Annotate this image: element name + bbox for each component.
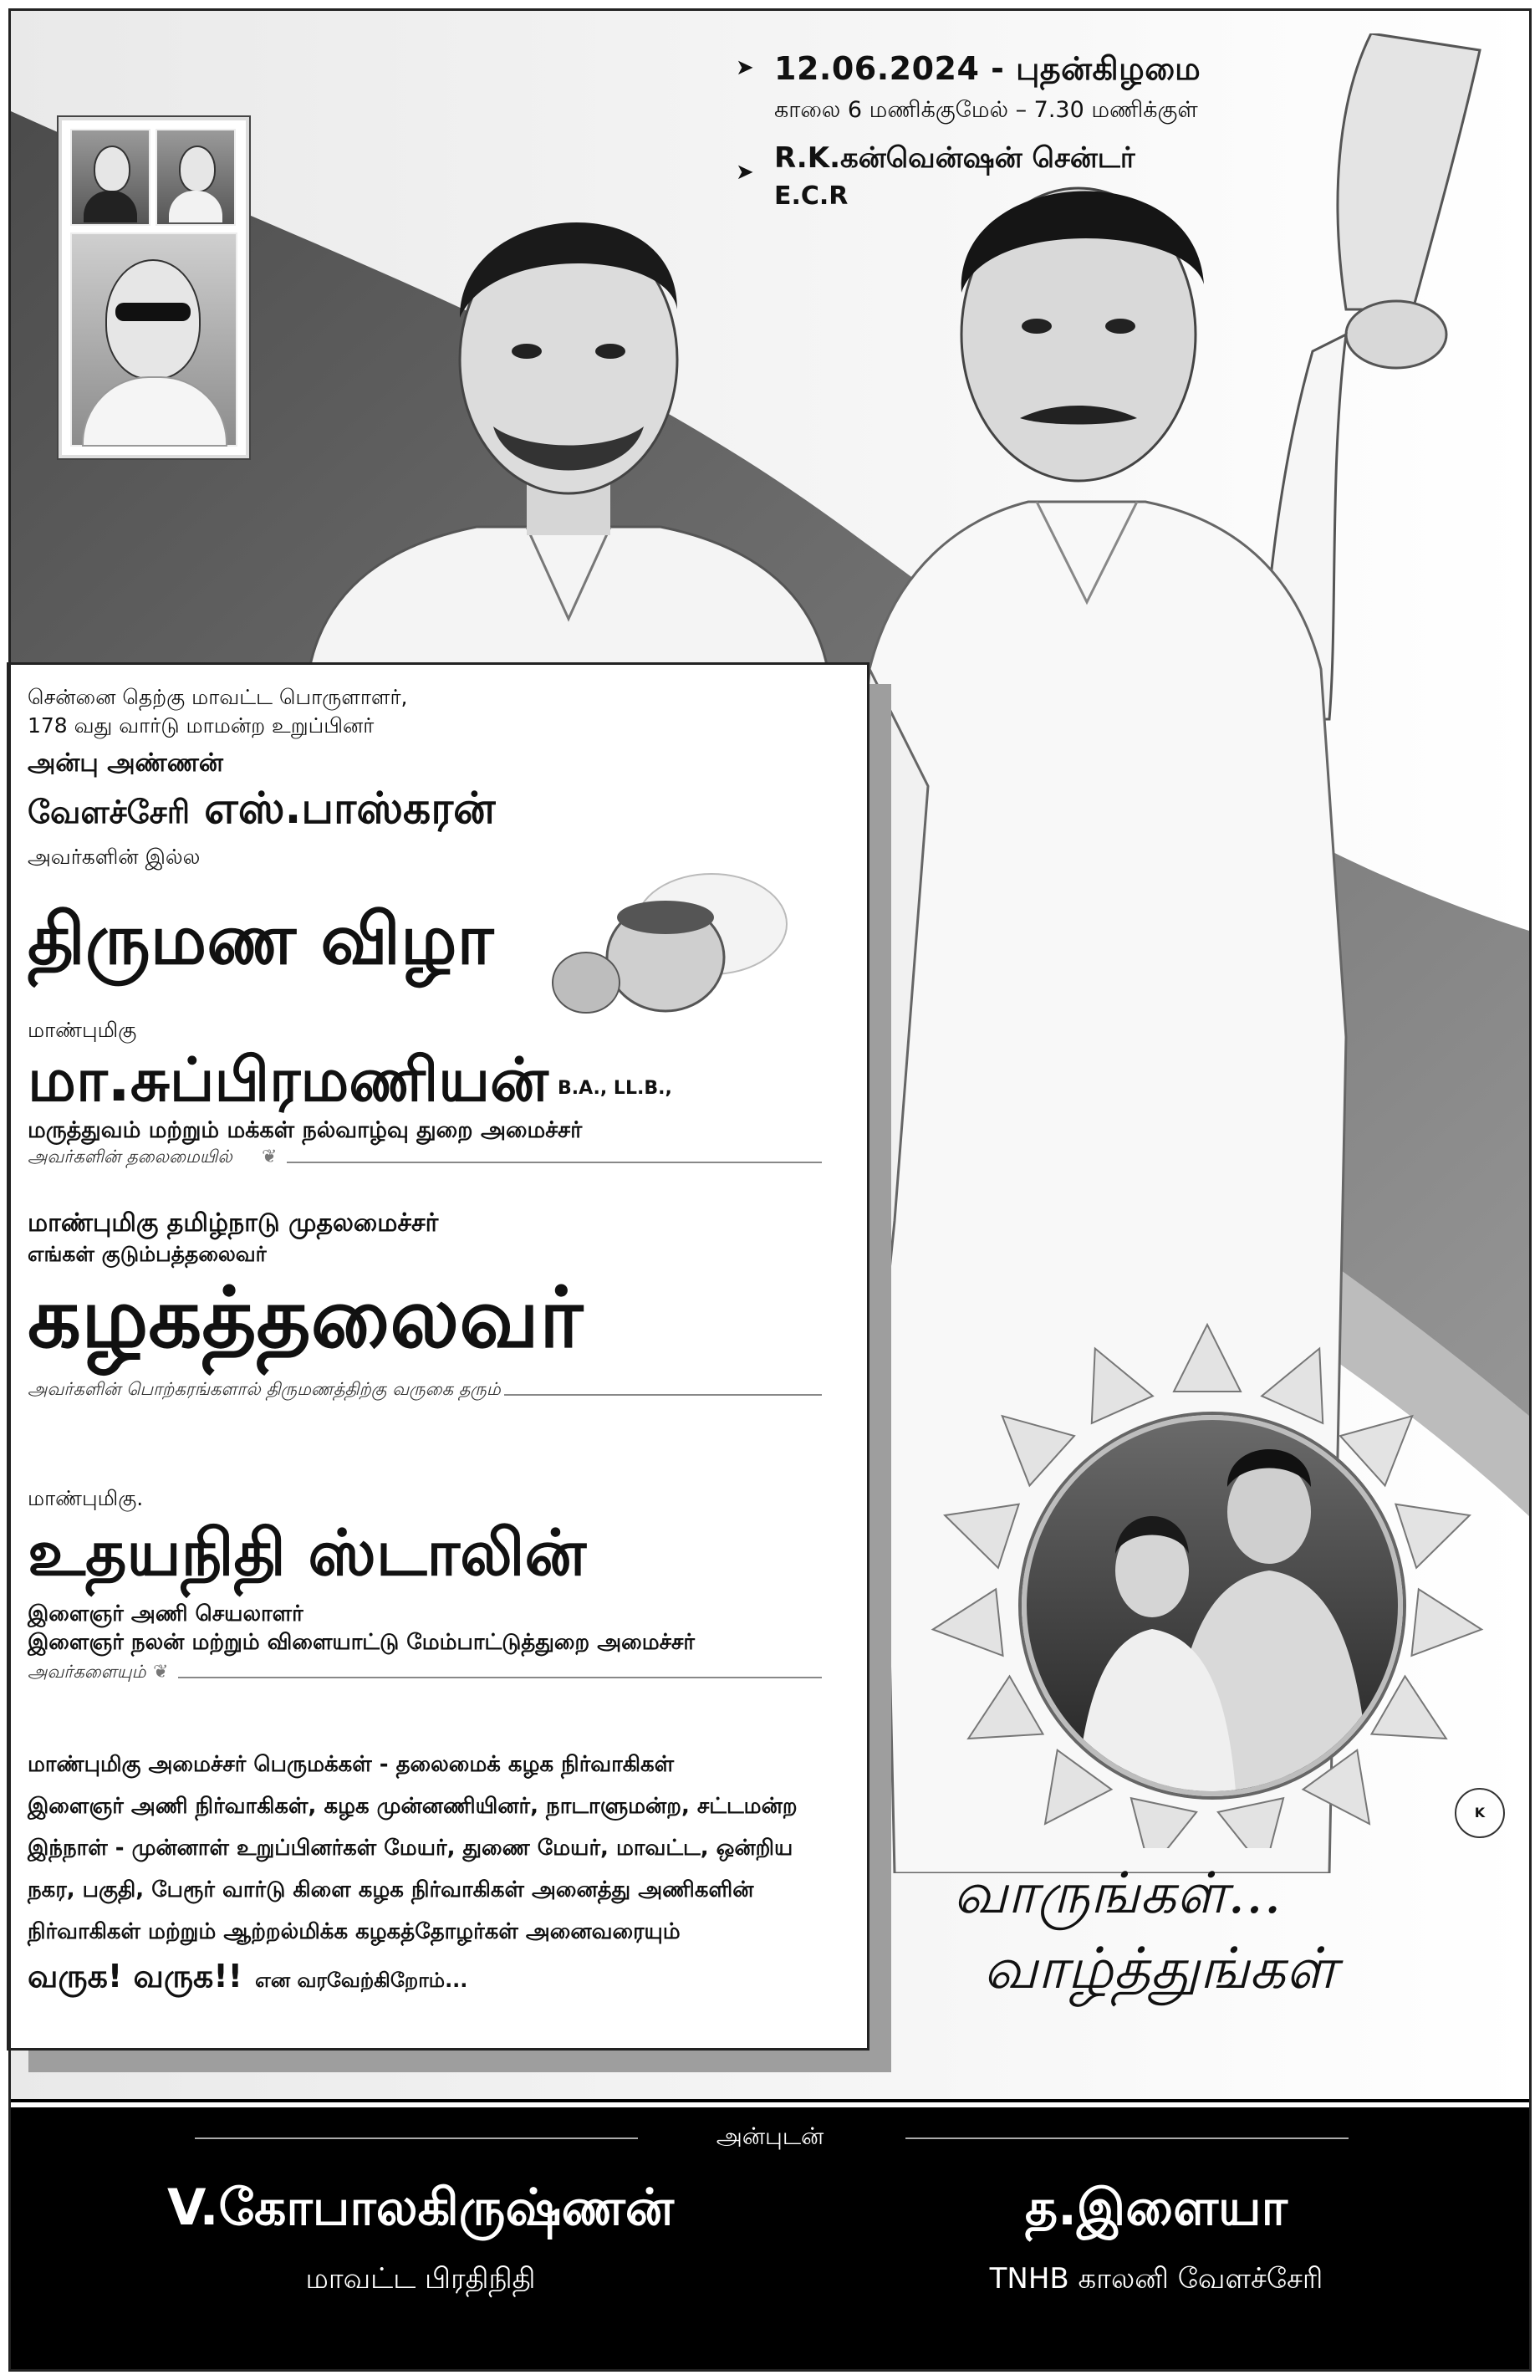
flourish-icon: ❦ — [262, 1147, 278, 1167]
invitee-line: இளைஞர் அணி நிர்வாகிகள், கழக முன்னணியினர், நாடாளுமன்ற, சட்டமன்ற — [28, 1794, 798, 1819]
invitee-line: இந்நாள் - முன்னாள் உறுப்பினர்கள் மேயர், துணை மேயர், மாவட்ட, ஒன்றிய — [28, 1836, 793, 1861]
event-venue-area: E.C.R — [774, 181, 849, 211]
presider-name: மா.சுப்பிரமணியன் — [28, 1044, 548, 1115]
host1-name: V.கோபாலகிருஷ்ணன் — [166, 2178, 675, 2237]
guest-role: இளைஞர் நலன் மற்றும் விளையாட்டு மேம்பாட்டுத்துறை அமைச்சர் — [28, 1630, 696, 1655]
host-intro-line: சென்னை தெற்கு மாவட்ட பொருளாளர், — [28, 685, 408, 709]
event-date: 12.06.2024 - புதன்கிழமை — [774, 50, 1201, 87]
host1-role: மாவட்ட பிரதிநிதி — [305, 2262, 536, 2296]
studio-logo: K — [1455, 1788, 1505, 1838]
cm-title: கழகத்தலைவர் — [28, 1268, 584, 1366]
host2-name: த.இளையா — [1025, 2178, 1288, 2237]
host2-role: TNHB காலனி வேளச்சேரி — [989, 2262, 1323, 2296]
with-love-label: அன்புடன் — [716, 2122, 824, 2150]
event-time: காலை 6 மணிக்குமேல் – 7.30 மணிக்குள் — [774, 97, 1198, 123]
bullet-arrow-icon: ➤ — [736, 160, 754, 185]
guest-name: உதயநிதி ஸ்டாலின் — [28, 1515, 587, 1590]
cm-line: எங்கள் குடும்பத்தலைவர் — [28, 1242, 267, 1266]
blessing-line: வாழ்த்துங்கள் — [983, 1936, 1338, 2002]
welcome-big: வருக! வருக!! — [28, 1958, 243, 1994]
guest-note: அவர்களையும் — [28, 1662, 146, 1682]
cm-note: அவர்களின் பொற்கரங்களால் திருமணத்திற்கு வருகை தரும் — [28, 1379, 501, 1399]
presider-role: மருத்துவம் மற்றும் மக்கள் நல்வாழ்வு துறை அமைச்சர் — [28, 1117, 583, 1143]
presider-honorific: மாண்புமிகு — [28, 1018, 137, 1042]
host-prefix: அன்பு அண்ணன் — [28, 748, 223, 778]
bullet-arrow-icon: ➤ — [736, 55, 754, 80]
invitee-line: நகர, பகுதி, பேரூர் வார்டு கிளை கழக நிர்வாகிகள் அனைத்து அணிகளின் — [28, 1877, 754, 1902]
presider-note: அவர்களின் தலைமையில் — [28, 1147, 232, 1167]
poster-border — [8, 8, 1532, 2372]
cm-line: மாண்புமிகு தமிழ்நாடு முதலமைச்சர் — [28, 1208, 439, 1238]
host-name: எஸ்.பாஸ்கரன் — [204, 784, 496, 834]
host-suffix: அவர்களின் இல்ல — [28, 845, 201, 869]
blessing-line: வாருங்கள்... — [953, 1861, 1282, 1927]
event-title: திருமண விழா — [28, 898, 494, 980]
welcome-small: என வரவேற்கிறோம்... — [255, 1969, 468, 1992]
host-place: வேளச்சேரி — [28, 794, 191, 830]
invitee-line: நிர்வாகிகள் மற்றும் ஆற்றல்மிக்க கழகத்தோழர்கள் அனைவரையும் — [28, 1919, 681, 1944]
host-intro-line: 178 வது வார்டு மாமன்ற உறுப்பினர் — [28, 713, 375, 738]
guest-role: இளைஞர் அணி செயலாளர் — [28, 1601, 303, 1627]
invitee-line: மாண்புமிகு அமைச்சர் பெருமக்கள் - தலைமைக் கழக நிர்வாகிகள் — [28, 1752, 675, 1777]
event-venue: R.K.கன்வென்ஷன் சென்டர் — [774, 141, 1135, 175]
flourish-icon: ❦ — [153, 1662, 169, 1683]
guest-honorific: மாண்புமிகு. — [28, 1486, 144, 1510]
presider-degree: B.A., LL.B., — [558, 1078, 672, 1099]
